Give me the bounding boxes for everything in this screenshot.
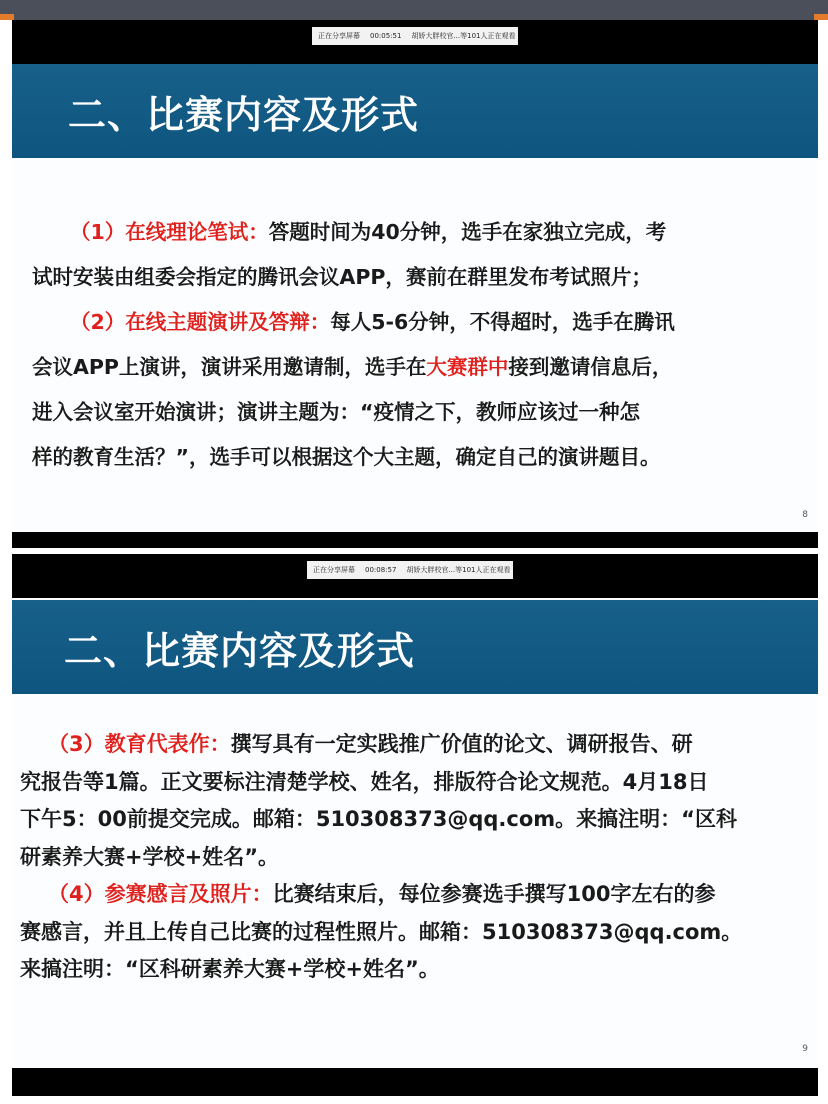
- shared-slide-8: [12, 20, 818, 548]
- highlight-text: 大赛群中: [426, 355, 509, 379]
- item-label: （1）在线理论笔试：: [70, 220, 269, 244]
- item-label: （4）参赛感言及照片：: [48, 882, 273, 906]
- text-line: 来搞注明：“区科研素养大赛+学校+姓名”。: [20, 957, 440, 981]
- share-viewers-info: 胡娇大胖校官...等101人正在观看: [411, 32, 516, 40]
- text-segment: 接到邀请信息后，: [508, 355, 673, 379]
- text-line: 究报告等1篇。正文要标注清楚学校、姓名，排版符合论文规范。4月18日: [20, 769, 709, 794]
- bottom-black-strip: [12, 1068, 818, 1096]
- text-line: 研素养大赛+学校+姓名”。: [20, 844, 279, 869]
- screen-share-strip: [12, 554, 818, 598]
- text-line: 赛感言，并且上传自己比赛的过程性照片。邮箱：510308373@qq.com。: [20, 919, 743, 944]
- slide-title-band: [12, 64, 818, 158]
- share-timer: 00:08:57: [365, 566, 397, 574]
- share-status-text: 正在分享屏幕: [318, 32, 360, 40]
- page-number: 9: [802, 1044, 808, 1054]
- screen-share-status-bar[interactable]: [307, 561, 513, 579]
- text-line: 答题时间为40分钟，选手在家独立完成，考: [268, 220, 667, 244]
- bottom-black-strip: [12, 532, 818, 548]
- shared-slide-9: [12, 554, 818, 1096]
- slide-title: 二、比赛内容及形式: [64, 628, 416, 673]
- text-line: 下午5：00前提交完成。邮箱：510308373@qq.com。来搞注明：“区科: [20, 807, 737, 831]
- window-top-bar: [0, 0, 828, 20]
- bottom-margin: [0, 1096, 828, 1104]
- paragraph-education-work: [20, 726, 810, 764]
- screen-share-strip: [12, 20, 818, 64]
- share-status-text: 正在分享屏幕: [313, 566, 355, 574]
- text-segment: 会议APP上演讲，演讲采用邀请制，选手在: [32, 355, 427, 379]
- text-line: 每人5-6分钟，不得超时，选手在腾讯: [330, 310, 675, 334]
- item-label: （3）教育代表作：: [48, 732, 231, 756]
- text-line: 样的教育生活？”，选手可以根据这个大主题，确定自己的演讲题目。: [32, 445, 661, 469]
- slide-title: 二、比赛内容及形式: [68, 92, 420, 137]
- text-line: 进入会议室开始演讲；演讲主题为：“疫情之下，教师应该过一种怎: [32, 400, 640, 424]
- page-number: 8: [802, 510, 808, 520]
- text-line: [32, 345, 792, 390]
- share-viewers-info: 胡娇大胖校官...等101人正在观看: [406, 566, 511, 574]
- text-line: 比赛结束后，每位参赛选手撰写100字左右的参: [272, 882, 716, 906]
- paragraph-online-speech: [32, 300, 792, 345]
- slide-body: [20, 726, 810, 989]
- paragraph-online-written-test: [32, 210, 792, 255]
- item-label: （2）在线主题演讲及答辩：: [70, 310, 331, 334]
- share-timer: 00:05:51: [370, 32, 402, 40]
- slide-title-band: [12, 600, 818, 694]
- screen-share-status-bar[interactable]: [312, 27, 518, 45]
- slide-body: [32, 210, 792, 480]
- text-line: 试时安装由组委会指定的腾讯会议APP，赛前在群里发布考试照片；: [32, 265, 652, 289]
- paragraph-reflection-photos: [20, 876, 810, 914]
- text-line: 撰写具有一定实践推广价值的论文、调研报告、研: [230, 732, 693, 756]
